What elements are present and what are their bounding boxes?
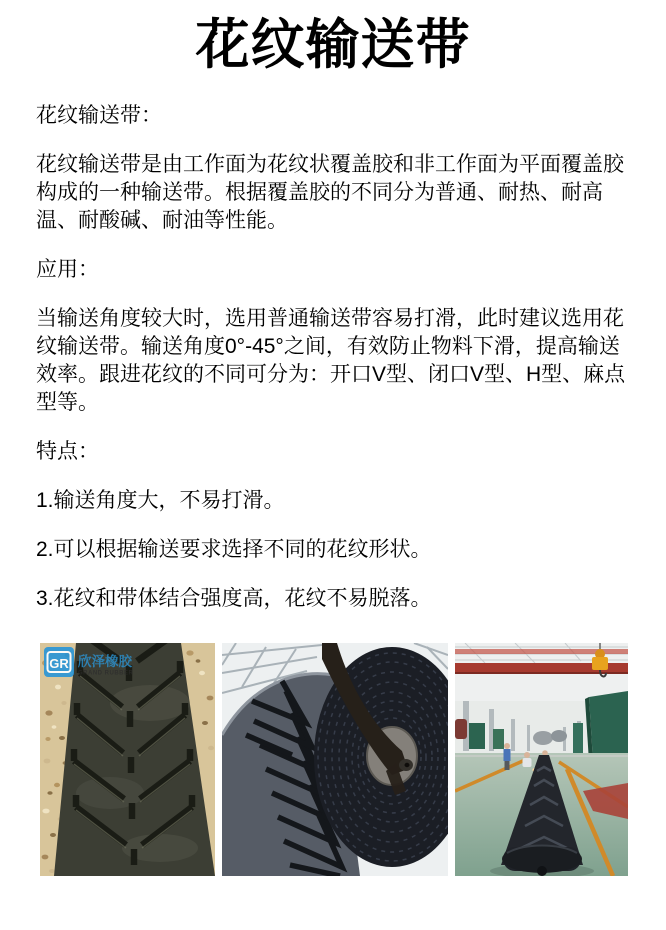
photo-chevron-belt-svg (40, 643, 215, 876)
page-title: 花纹输送带 (195, 15, 471, 75)
description-body (0, 102, 666, 613)
photo-belt-coil-roll (222, 643, 448, 876)
application-paragraph: 当输送角度较大时，选用普通输送带容易打滑，此时建议选用花纹输送带。输送角度0°-45°之间，有效防止物料下滑，提高输送效率。跟进花纹的不同可分为：开口V型、闭口V型、H型、麻点型等。 (36, 307, 626, 415)
maroon-coil (455, 719, 467, 739)
intro-paragraph: 花纹输送带是由工作面为花纹状覆盖胶和非工作面为平面覆盖胶构成的一种输送带。根据覆盖胶的不同分为普通、耐热、耐高温、耐酸碱、耐油等性能。 (36, 153, 624, 233)
feature-item-3: 3.花纹和带体结合强度高，花纹不易脱落。 (36, 587, 432, 611)
intro-label: 花纹输送带： (36, 104, 162, 128)
brand-abbr: GR (49, 656, 69, 672)
photo-belt-coil-svg (222, 643, 448, 876)
crane-beam-shadow (455, 672, 628, 674)
application-label: 应用： (36, 258, 99, 282)
feature-item-1: 1.输送角度大，不易打滑。 (36, 489, 285, 513)
feature-item-2: 2.可以根据输送要求选择不同的花纹形状。 (36, 538, 432, 562)
brand-name-cn: 欣泽橡胶 (78, 654, 132, 670)
photo-chevron-belt-on-gravel (40, 643, 215, 876)
features-label: 特点： (36, 440, 99, 464)
brand-name-en: GRAND RUBBER (78, 670, 134, 677)
photo-factory-svg (455, 643, 628, 876)
photo-factory-floor-belt (455, 643, 628, 876)
product-photo-row (0, 643, 666, 876)
